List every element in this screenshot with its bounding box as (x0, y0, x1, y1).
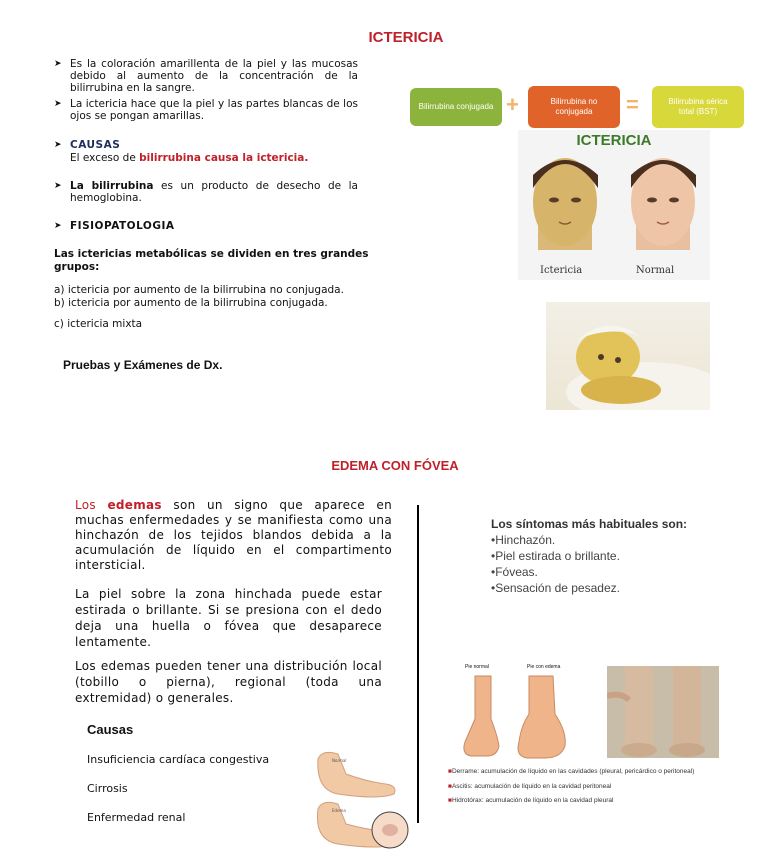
legs-photo (607, 666, 719, 758)
foot-label-normal: Normal (332, 758, 347, 763)
arrow-icon: ➤ (54, 181, 62, 191)
faces-heading: ICTERICIA (576, 132, 652, 149)
fisio-heading: FISIOPATOLOGIA (70, 220, 175, 232)
causa-item: Insuficiencia cardíaca congestiva (87, 753, 270, 766)
feet-svg (308, 744, 412, 856)
label-icteria: Ictericia (540, 265, 583, 276)
box-bilirrubina-no-conjugada: Bilirrubina no conjugada (528, 86, 620, 128)
bullet-square-icon: ■ (448, 768, 452, 775)
label-normal: Normal (636, 265, 675, 276)
arrow-icon: ➤ (54, 99, 62, 109)
bullet-skin (54, 98, 358, 122)
sintoma-item: •Hinchazón. (491, 533, 556, 547)
sintoma-item: •Sensación de pesadez. (491, 581, 620, 595)
edema-title: EDEMA CON FÓVEA (331, 458, 459, 473)
foot-label-edema: Edema (332, 808, 346, 813)
equals-icon: = (626, 92, 639, 117)
causa-item: Cirrosis (87, 782, 128, 795)
plus-icon: + (506, 92, 519, 117)
arrow-icon: ➤ (54, 59, 62, 69)
edema-p3: Los edemas pueden tener una distribución local (tobillo o pierna), regional (toda una extremidad) o generales. (75, 659, 382, 705)
bullet-definition (54, 58, 358, 94)
caption-derrame: ■Derrame: acumulación de líquido en las cavidades (pleural, pericárdico o peritoneal) (448, 768, 695, 775)
sintomas-heading: Los síntomas más habituales son: (491, 517, 688, 531)
legs-svg (607, 666, 719, 758)
bullet-text: La ictericia hace que la piel y las partes blancas de los ojos se pongan amarillas. (70, 98, 358, 122)
icteria-title: ICTERICIA (368, 29, 444, 46)
pruebas-heading: Pruebas y Exámenes de Dx. (63, 358, 223, 372)
bullet-square-icon: ■ (448, 783, 452, 790)
foot-illustration (308, 744, 412, 856)
item-b: b) ictericia por aumento de la bilirrubina conjugada. (54, 297, 328, 309)
box-bilirrubina-conjugada: Bilirrubina conjugada (410, 88, 502, 126)
item-a: a) ictericia por aumento de la bilirrubina no conjugada. (54, 284, 344, 296)
item-c: c) ictericia mixta (54, 318, 143, 330)
causas-heading: CAUSAS (70, 139, 121, 151)
feet-comparison-image (457, 664, 577, 760)
causas-block (54, 139, 370, 164)
causas-text: El exceso de bilirrubina causa la ictericia. (70, 152, 309, 164)
edema-p1: Los edemas son un signo que aparece en muchas enfermedades y se manifiesta como una hinchazón de los tejidos blandos debida a la acumulación de líquido en el compartimento intersticial. (75, 498, 392, 572)
bullet-square-icon: ■ (448, 797, 452, 804)
caption-hidrotorax: ■Hidrotórax: acumulación de líquido en la cavidad pleural (448, 797, 614, 804)
metab-heading: Las ictericias metabólicas se dividen en tres grandes grupos: (54, 248, 369, 273)
pie-normal-label: Pie normal (465, 664, 489, 670)
faces-image (518, 130, 710, 280)
fisio-block (54, 220, 175, 232)
bullet-text: Es la coloración amarillenta de la piel y las mucosas debido al aumento de la concentración de la bilirrubina en la sangre. (70, 58, 358, 94)
pie-edema-label: Pie con edema (527, 664, 561, 670)
arrow-icon: ➤ (54, 140, 62, 150)
column-divider (417, 505, 419, 823)
box-bilirrubina-serica: Bilirrubina sérica total (BST) (652, 86, 744, 128)
baby-image (546, 302, 710, 410)
feet-comparison-svg (457, 664, 577, 760)
sintoma-item: •Piel estirada o brillante. (491, 549, 620, 563)
causa-item: Enfermedad renal (87, 811, 186, 824)
edema-causas-heading: Causas (87, 722, 134, 737)
faces-illustration (518, 130, 710, 280)
arrow-icon: ➤ (54, 221, 62, 231)
sintoma-item: •Fóveas. (491, 565, 538, 579)
caption-ascitis: ■Ascitis: acumulación de líquido en la cavidad peritoneal (448, 783, 612, 790)
edema-p2: La piel sobre la zona hinchada puede estar estirada o brillante. Si se presiona con el dedo deja una huella o fóvea que desaparece lentamente. (75, 587, 382, 649)
bilirrubina-block: ➤ La bilirrubina es un producto de desecho de la hemoglobina. (54, 180, 358, 204)
baby-illustration (546, 302, 710, 410)
